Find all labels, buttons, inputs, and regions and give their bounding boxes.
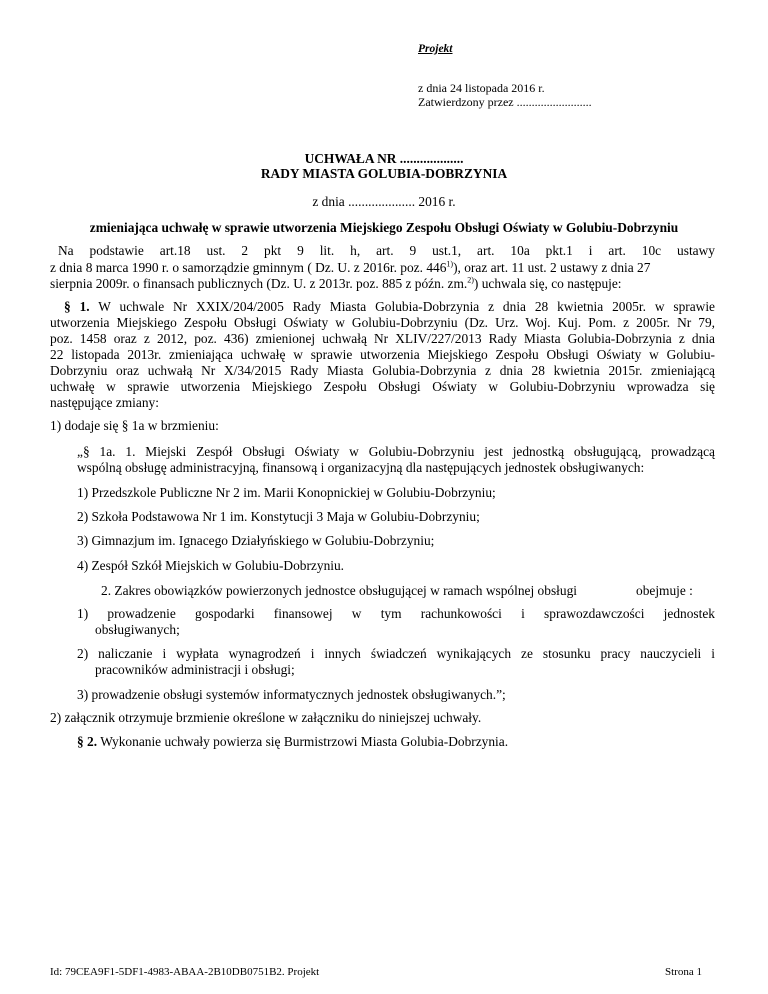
par1-line-3: poz. 1458 oraz z 2012, poz. 436) zmienionej uchwałą Nr XLIV/227/2013 Rady Miasta Golubia-Dobrzynia z dnia — [50, 331, 715, 346]
par1-line-1: § 1. W uchwale Nr XXIX/204/2005 Rady Miasta Golubia-Dobrzynia z dnia 28 kwietnia 2005r. w sprawie — [64, 299, 715, 314]
par1-line-5: Dobrzyniu oraz uchwałą Nr X/34/2015 Rady Miasta Golubia-Dobrzynia z dnia 28 kwietnia 2015r. zmieniającą — [50, 363, 715, 378]
scope-text-end: obejmuje : — [636, 583, 693, 598]
approved-line: Zatwierdzony przez ......................... — [418, 95, 592, 109]
footnote-ref-1: 1) — [446, 259, 454, 269]
par1-label: § 1. — [64, 299, 90, 314]
item-1: 1) dodaje się § 1a w brzmieniu: — [50, 418, 219, 433]
resolution-number: UCHWAŁA NR ................... — [304, 151, 464, 166]
unit-item-2: 2) Szkoła Podstawowa Nr 1 im. Konstytucji 3 Maja w Golubiu-Dobrzyniu; — [77, 509, 480, 524]
project-label: Projekt — [418, 43, 453, 55]
council-name: RADY MIASTA GOLUBIA-DOBRZYNIA — [260, 166, 508, 181]
basis-line-1: Na podstawie art.18 ust. 2 pkt 9 lit. h, art. 9 ust.1, art. 10a pkt.1 i art. 10c ustawy — [58, 243, 715, 258]
duty-1-line-1: 1) prowadzenie gospodarki finansowej w tym rachunkowości i sprawozdawczości jednostek — [77, 606, 715, 621]
duty-2-line-1: 2) naliczanie i wypłata wynagrodzeń i innych świadczeń wynikających ze stosunku pracy nauczycieli i — [77, 646, 715, 661]
par1-line-2: utworzenia Miejskiego Zespołu Obsługi Oświaty w Golubiu-Dobrzyniu (Dz. Urz. Woj. Kuj. Pom. z 2005r. Nr 79, — [50, 315, 715, 330]
resolution-subject: zmieniająca uchwałę w sprawie utworzenia Miejskiego Zespołu Obsługi Oświaty w Golubiu-Dobrzyniu — [89, 220, 679, 235]
page-number: Strona 1 — [665, 966, 702, 978]
document-id: Id: 79CEA9F1-5DF1-4983-ABAA-2B10DB0751B2. Projekt — [50, 966, 320, 978]
basis-line-3: sierpnia 2009r. o finansach publicznych (Dz. U. z 2013r. poz. 885 z późn. zm.$^{2)}$) uchwala się, co następuje: — [50, 275, 622, 291]
date-line: z dnia 24 listopada 2016 r. — [418, 81, 545, 95]
unit-item-4: 4) Zespół Szkół Miejskich w Golubiu-Dobrzyniu. — [77, 558, 345, 573]
item-2: 2) załącznik otrzymuje brzmienie określone w załączniku do niniejszej uchwały. — [50, 710, 482, 725]
unit-item-3: 3) Gimnazjum im. Ignacego Działyńskiego w Golubiu-Dobrzyniu; — [77, 533, 435, 548]
basis-line-2: z dnia 8 marca 1990 r. o samorządzie gminnym ( Dz. U. z 2016r. poz. 446$^{1)}$), oraz art. 11 ust. 2 ustawy z dnia 27 — [50, 259, 651, 275]
footnote-ref-2: 2) — [467, 275, 474, 285]
par2: § 2. Wykonanie uchwały powierza się Burmistrzowi Miasta Golubia-Dobrzynia. — [77, 734, 509, 749]
par1-line-6: uchwałę w sprawie utworzenia Miejskiego Zespołu Obsługi Oświaty w Golubiu-Dobrzyniu wprowadza się — [50, 379, 715, 394]
duty-1-line-2: obsługiwanych; — [95, 622, 180, 637]
par2-label: § 2. — [77, 734, 98, 749]
resolution-date: z dnia .................... 2016 r. — [312, 194, 456, 209]
duty-3-line-1: 3) prowadzenie obsługi systemów informatycznych jednostek obsługiwanych.”; — [77, 687, 506, 702]
duty-2-line-2: pracowników administracji i obsługi; — [95, 662, 295, 677]
quote-line-1: „§ 1a. 1. Miejski Zespół Obsługi Oświaty w Golubiu-Dobrzyniu jest jednostką obsługującą, prowadzącą — [77, 444, 715, 459]
scope-text: 2. Zakres obowiązków powierzonych jednostce obsługującej w ramach wspólnej obsługi — [101, 583, 577, 598]
par1-line-7: następujące zmiany: — [50, 395, 159, 410]
unit-item-1: 1) Przedszkole Publiczne Nr 2 im. Marii Konopnickiej w Golubiu-Dobrzyniu; — [77, 485, 496, 500]
par1-line-4: 22 listopada 2013r. zmieniająca uchwałę w sprawie utworzenia Miejskiego Zespołu Obsługi Oświaty w Golubiu- — [50, 347, 715, 362]
quote-line-2: wspólną obsługę administracyjną, finansową i organizacyjną dla następujących jednostek obsługiwanych: — [77, 460, 645, 475]
